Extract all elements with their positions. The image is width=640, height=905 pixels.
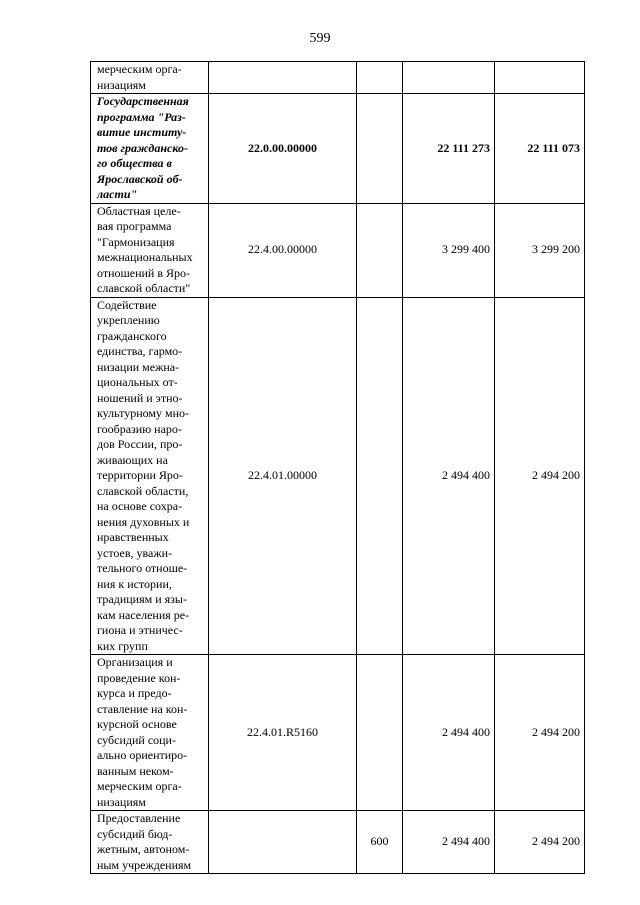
item-name-line: территории Яро- — [97, 468, 183, 482]
expense-type-code-cell — [357, 94, 403, 204]
item-name-line: гиона и этничес- — [97, 623, 183, 637]
item-name-line: ванным неком- — [97, 763, 174, 778]
item-name-line: тельного отноше- — [97, 561, 188, 575]
table-row — [91, 655, 585, 811]
item-name-line: курса и предо- — [97, 686, 172, 700]
item-name-line: культурному мно- — [97, 406, 190, 420]
item-name-cell — [91, 62, 209, 94]
item-name-cell — [91, 203, 209, 297]
item-name-line: единства, гармо- — [97, 344, 183, 358]
item-name-line: Содействие — [97, 297, 157, 312]
target-article-code-cell: 22.4.00.00000 — [209, 203, 357, 297]
item-name-line: низации межна- — [97, 359, 180, 374]
item-name-line: программа "Раз- — [97, 109, 186, 124]
item-name-line: ально ориентиро- — [97, 748, 188, 762]
amount-year-1-cell: 2 494 400 — [403, 655, 495, 811]
item-name-line: го общества в — [97, 156, 172, 170]
expense-type-code-cell — [357, 62, 403, 94]
amount-year-2-cell — [495, 62, 585, 94]
item-name-line: ным учреждениям — [97, 857, 192, 872]
item-name-line: мерческим орга- — [97, 62, 182, 76]
item-name-line: укреплению — [97, 313, 160, 327]
table-row — [91, 203, 585, 297]
amount-year-2-cell: 2 494 200 — [495, 297, 585, 655]
item-name-cell — [91, 655, 209, 811]
item-name-line: тов гражданско- — [97, 140, 188, 155]
item-name-line: Предоставление — [97, 811, 181, 825]
item-name-line: Ярославской об- — [97, 171, 183, 186]
item-name-line: на основе сохра- — [97, 499, 183, 513]
amount-year-1-cell: 2 494 400 — [403, 811, 495, 874]
item-name-line: гообразию наро- — [97, 421, 182, 436]
item-name-line: Областная целе- — [97, 203, 181, 218]
item-name-line: дов России, про- — [97, 437, 183, 451]
amount-year-2-cell: 3 299 200 — [495, 203, 585, 297]
item-name-line: вая программа — [97, 219, 172, 233]
table-row — [91, 811, 585, 874]
item-name-line: нения духовных и — [97, 514, 190, 529]
item-name-line: гражданского — [97, 328, 167, 343]
item-name-line: жетным, автоном- — [97, 842, 190, 856]
table-row — [91, 297, 585, 655]
target-article-code-cell: 22.4.01.R5160 — [209, 655, 357, 811]
item-name-cell — [91, 811, 209, 874]
item-name-line: ношений и этно- — [97, 390, 183, 405]
target-article-code-cell — [209, 811, 357, 874]
item-name-line: витие институ- — [97, 125, 187, 139]
amount-year-2-cell: 2 494 200 — [495, 811, 585, 874]
item-name-line: низациям — [97, 794, 146, 809]
expense-type-code-cell — [357, 655, 403, 811]
item-name-line: курсной основе — [97, 717, 177, 731]
item-name-line: мерческим орга- — [97, 779, 182, 793]
item-name-cell — [91, 94, 209, 204]
item-name-line: проведение кон- — [97, 670, 181, 685]
item-name-line: отношений в Яро- — [97, 265, 191, 280]
item-name-line: Организация и — [97, 655, 173, 669]
item-name-line: славской области" — [97, 281, 191, 295]
expense-type-code-cell — [357, 297, 403, 655]
item-name-line: традициям и язы- — [97, 592, 187, 606]
page-number: 599 — [309, 31, 331, 46]
item-name-line: "Гармонизация — [97, 234, 175, 249]
item-name-line: низациям — [97, 77, 146, 92]
item-name-line: живающих на — [97, 452, 168, 467]
table-row — [91, 94, 585, 204]
item-name-line: циональных от- — [97, 375, 178, 389]
item-name-line: Государственная — [97, 94, 189, 108]
amount-year-1-cell: 22 111 273 — [403, 94, 495, 204]
target-article-code-cell: 22.4.01.00000 — [209, 297, 357, 655]
item-name-line: нравственных — [97, 530, 169, 544]
item-name-line: межнациональных — [97, 250, 193, 264]
item-name-line: ставление на кон- — [97, 701, 188, 716]
item-name-line: кам населения ре- — [97, 607, 190, 622]
amount-year-1-cell: 3 299 400 — [403, 203, 495, 297]
expense-type-code-cell: 600 — [357, 811, 403, 874]
target-article-code-cell: 22.0.00.00000 — [209, 94, 357, 204]
table-row — [91, 62, 585, 94]
budget-table — [90, 61, 585, 874]
item-name-line: субсидий бюд- — [97, 826, 173, 841]
amount-year-2-cell: 2 494 200 — [495, 655, 585, 811]
amount-year-1-cell — [403, 62, 495, 94]
item-name-line: славской области, — [97, 483, 189, 498]
item-name-line: субсидий соци- — [97, 732, 176, 747]
amount-year-1-cell: 2 494 400 — [403, 297, 495, 655]
item-name-line: ких групп — [97, 638, 148, 653]
item-name-line: ния к истории, — [97, 576, 172, 591]
target-article-code-cell — [209, 62, 357, 94]
item-name-cell — [91, 297, 209, 655]
item-name-line: ласти" — [97, 187, 138, 201]
amount-year-2-cell: 22 111 073 — [495, 94, 585, 204]
item-name-line: устоев, уважи- — [97, 545, 173, 560]
expense-type-code-cell — [357, 203, 403, 297]
